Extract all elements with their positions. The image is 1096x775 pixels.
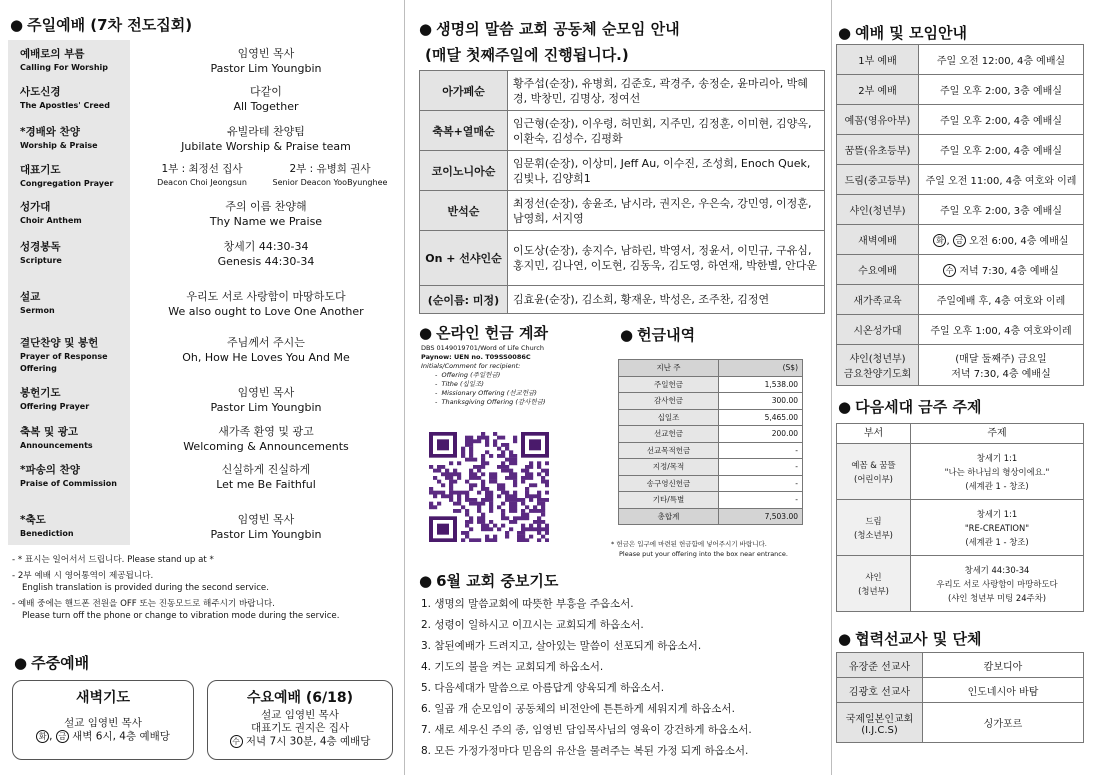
group-name: 코이노니아순 [420,151,508,191]
prayer-item: 2. 성령이 일하시고 이끄시는 교회되게 하옵소서. [421,619,644,631]
weekday-worship-title: ● 주중예배 [14,654,90,672]
prayer-item: 1. 생명의 말씀교회에 따뜻한 부흥을 주옵소서. [421,598,634,610]
bullet-icon: ● [14,654,28,672]
offering-table [618,359,803,525]
schedule-table [836,44,1084,386]
schedule-name: 시온성가대 [837,315,919,345]
schedule-time: 주일 오후 2:00, 3층 예배실 [919,75,1084,105]
gen-header-row: 부서 주제 [837,424,1084,444]
schedule-time: 주일 오전 11:00, 4층 여호와 이레 [919,165,1084,195]
right-column [832,0,1096,775]
bullet-icon: ● [838,398,852,416]
schedule-row [837,225,1084,255]
order-label: *경배와 찬양 Worship & Praise [20,126,98,150]
order-label: *파송의 찬양 Praise of Commission [20,464,117,488]
day-circle: 화 [36,730,49,743]
gen-dept: 드림 (청소년부) [837,500,911,556]
dawn-prayer-box [12,680,194,760]
schedule-name: 드림(중고등부) [837,165,919,195]
offering-row: 선교목적헌금 - [619,442,803,459]
gen-row [837,500,1084,556]
group-members: 임근형(순장), 이우령, 허민회, 지주민, 김정훈, 이미현, 김양옥, 이환숙, 김성수, 김평화 [508,111,825,151]
mission-name: 김광호 선교사 [837,678,923,703]
online-offering-title: ● 온라인 헌금 계좌 [419,324,548,342]
schedule-row [837,345,1084,386]
missions-table [836,652,1084,743]
day-circle: 수 [230,735,243,748]
dawn-time: 화 , 금 새벽 6시, 4층 예배당 [13,730,193,744]
prayer-item: 8. 모든 가정가정마다 믿음의 유산을 물려주는 복된 가정 되게 하옵소서. [421,745,749,757]
group-name: 아가페순 [420,71,508,111]
small-group-row [420,71,825,111]
gen-topic: 창세기 1:1 "RE-CREATION" (세계관 1 - 창조) [911,500,1084,556]
next-gen-table [836,423,1084,612]
schedule-time: 주일 오전 12:00, 4층 예배실 [919,45,1084,75]
offering-row: 감사헌금 300.00 [619,393,803,410]
order-value: 임영빈 목사 Pastor Lim Youngbin [210,386,322,414]
group-name: 반석순 [420,191,508,231]
small-group-row [420,191,825,231]
bullet-icon: ● [838,24,852,42]
order-value: 주님께서 주시는 Oh, How He Loves You And Me [182,336,350,364]
small-group-row [420,286,825,314]
prayer-item: 5. 다음세대가 말씀으로 아름답게 양육되게 하옵소서. [421,682,665,694]
schedule-row [837,195,1084,225]
bullet-icon: ● [419,572,433,590]
order-label: 대표기도 Congregation Prayer [20,164,114,188]
sunday-worship-title: ● 주일예배 (7차 전도집회) [10,16,193,34]
wed-preacher: 설교 임영빈 목사 [261,709,339,721]
paynow-qr-code-icon [429,432,549,542]
schedule-name: 예꼼(영유아부) [837,105,919,135]
schedule-row [837,75,1084,105]
note-1: - * 표시는 일어서서 드립니다. Please stand up at * [12,555,214,565]
offering-row: 십일조 5,465.00 [619,409,803,426]
schedule-time: 주일 오후 2:00, 4층 예배실 [919,105,1084,135]
group-members: 최정선(순장), 송윤조, 남시라, 권지은, 우은숙, 강민영, 이정훈, 남영희, 서지영 [508,191,825,231]
middle-column [407,0,831,775]
day-circle: 금 [56,730,69,743]
order-value: 신실하게 진실하게 Let me Be Faithful [216,463,316,491]
schedule-row [837,315,1084,345]
prayer-item: 6. 일곱 개 순모임이 공동체의 비전안에 튼튼하게 세워지게 하옵소서. [421,703,735,715]
order-value: 임영빈 목사 Pastor Lim Youngbin [210,47,322,75]
schedule-time: 주일 오후 2:00, 4층 예배실 [919,135,1084,165]
offering-header-row: 지난 주 (S$) [619,360,803,377]
day-circle: 화 [933,234,946,247]
group-name: 축복+열매순 [420,111,508,151]
column-divider-1 [404,0,405,775]
note-3: - 예배 중에는 핸드폰 전원을 OFF 또는 진동모드로 해주시기 바랍니다. Please turn off the phone or change to vibration mode during the service. [12,599,340,621]
wed-time: 수 저녁 7시 30분, 4층 예배당 [208,735,392,749]
bullet-icon: ● [620,326,634,344]
order-value: 임영빈 목사 Pastor Lim Youngbin [210,513,322,541]
schedule-name: 새가족교육 [837,285,919,315]
gen-dept: 샤인 (청년부) [837,556,911,612]
schedule-row [837,105,1084,135]
prayer-item: 3. 참된예배가 드려지고, 살아있는 말씀이 선포되게 하옵소서. [421,640,702,652]
left-column [0,0,404,775]
gen-topic: 창세기 1:1 "나는 하나님의 형상이에요." (세계관 1 - 창조) [911,444,1084,500]
offering-row: 선교헌금 200.00 [619,426,803,443]
order-label: 사도신경 The Apostles' Creed [20,86,110,110]
offering-total-row: 총합계 7,503.00 [619,508,803,525]
prayer-item: 7. 새로 세우신 주의 종, 임영빈 담임목사님의 영육이 강건하게 하옵소서. [421,724,752,736]
mission-place: 싱가포르 [923,703,1084,743]
mission-row [837,678,1084,703]
small-group-row [420,151,825,191]
offering-row: 송구영신헌금 - [619,475,803,492]
prayer-list [421,594,831,762]
group-members: 임문휘(순장), 이상미, Jeff Au, 이수진, 조성희, Enoch Quek, 김빛나, 김양희1 [508,151,825,191]
schedule-time: 주일 오후 1:00, 4층 여호와이레 [919,315,1084,345]
schedule-time: 주일예배 후, 4층 여호와 이레 [919,285,1084,315]
missions-title: ● 협력선교사 및 단체 [838,630,982,648]
schedule-name: 수요예배 [837,255,919,285]
order-label: 설교 Sermon [20,291,55,315]
bank-account-info: DBS 0149019701/Word of Life Church Paynow: UEN no. T09SS0086C Initials/Comment for recipient: - Offering (주일헌금) - Tithe (십일조) - Missionary Offering (선교헌금) - Thanksgiving Offering (감사헌금) [421,344,546,406]
order-value: 새가족 환영 및 광고 Welcoming & Announcements [183,425,349,453]
order-label: 성경봉독 Scripture [20,241,62,265]
small-group-subtitle: (매달 첫째주일에 진행됩니다.) [425,46,629,64]
offering-row: 주일헌금 1,538.00 [619,376,803,393]
bullet-icon: ● [419,20,433,38]
prayer-title: ● 6월 교회 중보기도 [419,572,559,590]
schedule-row [837,135,1084,165]
wed-prayer: 대표기도 권지은 집사 [251,722,349,734]
offering-record-title: ● 헌금내역 [620,326,696,344]
offering-row: 기타/특별 - [619,492,803,509]
schedule-time: (매달 둘째주) 금요일 저녁 7:30, 4층 예배실 [919,345,1084,386]
schedule-name: 꿈뜰(유초등부) [837,135,919,165]
schedule-name: 샤인(청년부) [837,195,919,225]
order-label: 축복 및 광고 Announcements [20,426,93,450]
mission-name: 국제일본인교회 (I.J.C.S) [837,703,923,743]
dawn-preacher: 설교 임영빈 목사 [64,717,142,729]
small-group-row [420,111,825,151]
offering-row: 지정/목적 - [619,459,803,476]
schedule-name: 2부 예배 [837,75,919,105]
group-members: 김효윤(순장), 김소희, 황재운, 박성은, 조주찬, 김정연 [508,286,825,314]
offering-note: * 헌금은 입구에 마련된 헌금함에 넣어주시기 바랍니다. Please put your offering into the box near entrance. [611,540,788,558]
order-label: *축도 Benediction [20,514,74,538]
wednesday-worship-title: 수요예배 (6/18) [246,690,354,706]
gen-row [837,556,1084,612]
group-name: (순이름: 미정) [420,286,508,314]
prayer-item: 4. 기도의 불을 켜는 교회되게 하옵소서. [421,661,604,673]
group-members: 황주섭(순장), 유병희, 김준호, 곽경주, 송정순, 윤마리아, 박혜경, 박창민, 김명상, 정여선 [508,71,825,111]
gen-topic: 창세기 44:30-34 우리도 서로 사랑함이 마땅하도다 (샤인 청년부 미팅 24주차) [911,556,1084,612]
order-label: 성가대 Choir Anthem [20,201,82,225]
schedule-row [837,45,1084,75]
bullet-icon: ● [419,324,433,342]
order-value: 다같이 All Together [233,85,299,113]
order-label: 예배로의 부름 Calling For Worship [20,48,108,72]
small-group-table [419,70,825,314]
group-members: 이도상(순장), 송지수, 남하린, 박영서, 정윤서, 이민규, 구유심, 홍지민, 김나연, 이도현, 김동욱, 김도영, 하연재, 박한별, 안다운 [508,231,825,286]
mission-place: 캄보디아 [923,653,1084,678]
order-label: 봉헌기도 Offering Prayer [20,387,90,411]
schedule-row [837,255,1084,285]
wednesday-worship-box [207,680,393,760]
order-value: 우리도 서로 사랑함이 마땅하도다 We also ought to Love One Another [168,290,364,318]
worship-notes [12,554,402,626]
mission-place: 인도네시아 바탐 [923,678,1084,703]
order-value: 창세기 44:30-34 Genesis 44:30-34 [217,240,315,268]
schedule-time: 수 저녁 7:30, 4층 예배실 [919,255,1084,285]
gen-dept: 예꼼 & 꿈뜰 (어린이부) [837,444,911,500]
dawn-prayer-title: 새벽기도 [75,690,131,706]
schedule-name: 샤인(청년부) 금요찬양기도회 [837,345,919,386]
mission-row [837,653,1084,678]
schedule-row [837,285,1084,315]
mission-row [837,703,1084,743]
group-name: On + 선샤인순 [420,231,508,286]
day-circle: 금 [953,234,966,247]
note-2: - 2부 예배 시 영어통역이 제공됩니다. English translation is provided during the second service. [12,571,269,593]
small-group-title: ● 생명의 말씀 교회 공동체 순모임 안내 [419,20,680,38]
schedule-row [837,165,1084,195]
order-label: 결단찬양 및 봉헌 Prayer of Response Offering [20,337,108,373]
bullet-icon: ● [10,16,24,34]
gen-row [837,444,1084,500]
mission-name: 유장준 선교사 [837,653,923,678]
order-value: 주의 이름 찬양해 Thy Name we Praise [209,200,323,228]
schedule-time: 주일 오후 2:00, 3층 예배실 [919,195,1084,225]
schedule-time: 화 , 금 오전 6:00, 4층 예배실 [919,225,1084,255]
small-group-row [420,231,825,286]
schedule-name: 1부 예배 [837,45,919,75]
worship-order: 예배로의 부름 Calling For Worship 임영빈 목사 Pastor Lim Youngbin 사도신경 The Apostles' Creed 다같이 All Together *경배와 찬양 Worship & Praise 유빌라테 찬양팀 Jubilate Worship & Praise team 대표기도 Congregation Prayer 1부 : 최정선 집사 Deacon Choi Jeongsun 2부 : 유병희 권사 Senior Deacon YooByunghee 성가대 Choir Anthem 주의 이름 찬양해 Thy Name we Praise 성경봉독 Scripture 창세기 44:30-34 Genesis 44:30-34 설교 Sermon 우리도 서로 사랑함이 마땅하도다 We also ought to Love One Another 결단찬양 및 봉헌 Prayer of Response Offering 주님께서 주시는 Oh, How He Loves You And Me 봉헌기도 Offering Prayer 임영빈 목사 Pastor Lim Youngbin 축복 및 광고 Announcements 새가족 환영 및 광고 Welcoming & Announcements *파송의 찬양 Praise of Commission 신실하게 진실하게 Let me Be Faithful *축도 Benediction 임영빈 목사 Pastor Lim Youngbin [8,40,396,545]
order-value: 유빌라테 찬양팀 Jubilate Worship & Praise team [181,125,351,153]
schedule-name: 새벽예배 [837,225,919,255]
day-circle: 수 [943,264,956,277]
next-gen-title: ● 다음세대 금주 주제 [838,398,982,416]
bullet-icon: ● [838,630,852,648]
schedule-title: ● 예배 및 모임안내 [838,24,967,42]
